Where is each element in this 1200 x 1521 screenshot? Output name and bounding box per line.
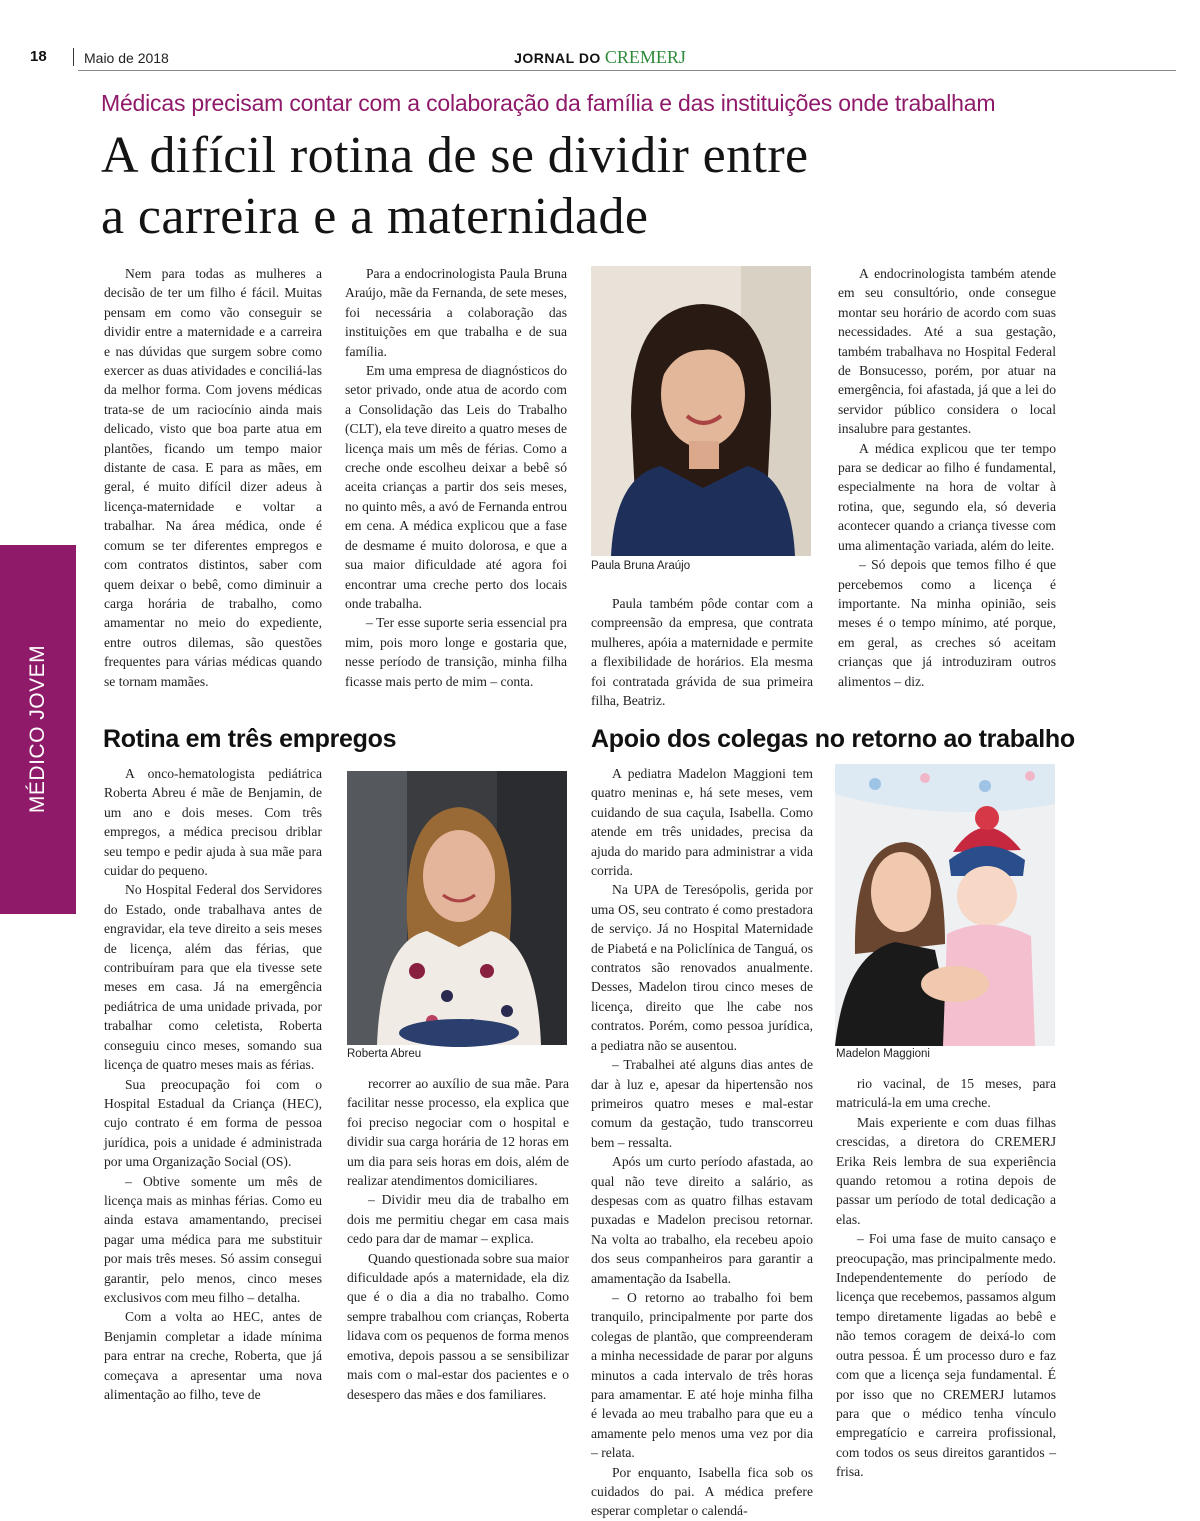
issue-date: Maio de 2018 xyxy=(84,50,169,66)
section-heading-three-jobs: Rotina em três empregos xyxy=(103,725,397,753)
section2-column-1 xyxy=(591,764,813,1521)
paragraph: A médica explicou que ter tempo para se dedicar ao filho é fundamental, especialmente na hora de voltar à rotina, que, segundo ela, só deveria acontecer quando a criança tivesse com uma alimentação variada, além do leite. xyxy=(838,440,1056,553)
paragraph: – Dividir meu dia de trabalho em dois me permitiu chegar em casa mais cedo para dar de mamar – explica. xyxy=(347,1192,569,1247)
header-rule xyxy=(78,70,1176,71)
photo-paula-bruna-araujo xyxy=(591,266,811,556)
article-kicker: Médicas precisam contar com a colaboração da família e das instituições onde trabalham xyxy=(101,90,996,116)
section-heading-colleagues-support: Apoio dos colegas no retorno ao trabalho xyxy=(591,725,1075,753)
paragraph: recorrer ao auxílio de sua mãe. Para facilitar nesse processo, ela explica que foi preciso negociar com o hospital e dividir sua carga horária de 12 horas em um dia para seis horas em dois, além de realizar atendimentos domiciliares. xyxy=(347,1076,569,1189)
paragraph: – Trabalhei até alguns dias antes de dar à luz e, apesar da hipertensão nos primeiros quatro meses e mal-estar comum da gestação, tudo transcorreu bem – ressalta. xyxy=(591,1057,813,1150)
portrait-image xyxy=(591,266,811,556)
intro-column-4 xyxy=(838,264,1056,691)
paragraph: Quando questionada sobre sua maior dificuldade após a maternidade, ela diz que é o dia a dia no trabalho. Como sempre trabalhou com crianças, Roberta lidava com os pequenos de forma menos emotiva, depois passou a se sensibilizar mais com o mal-estar dos pacientes e o desespero das mães e dos familiares. xyxy=(347,1250,569,1402)
photo-roberta-abreu xyxy=(347,771,567,1045)
paragraph: Com a volta ao HEC, antes de Benjamin completar a idade mínima para entrar na creche, Roberta, que já começava a apresentar uma nova alimentação ao filho, teve de xyxy=(104,1309,322,1402)
intro-column-1 xyxy=(104,264,322,691)
paragraph: Após um curto período afastada, ao qual não teve direito a salário, as despesas com as quatro filhas estavam puxadas e Madelon precisou retornar. Na volta ao trabalho, ela recebeu apoio dos seus companheiros para garantir a amamentação da Isabella. xyxy=(591,1154,813,1286)
paragraph: rio vacinal, de 15 meses, para matriculá-la em uma creche. xyxy=(836,1076,1056,1111)
paragraph: Por enquanto, Isabella fica sob os cuidados do pai. A médica prefere esperar completar o calendá- xyxy=(591,1464,813,1519)
paragraph: Sua preocupação foi com o Hospital Estadual da Criança (HEC), cujo contrato é em forma de pessoa jurídica, pois a unidade é administrada por uma Organização Social (OS). xyxy=(104,1076,322,1170)
article-headline xyxy=(101,125,1181,247)
paragraph: – Só depois que temos filho é que percebemos como a licença é importante. Na minha opinião, seis meses é o tempo mínimo, até porque, em geral, as creches só aceitam crianças que já introduziram outros alimentos – diz. xyxy=(838,557,1056,689)
masthead-prefix: JORNAL DO xyxy=(514,50,601,66)
section2-column-2 xyxy=(836,1074,1056,1482)
paragraph: Para a endocrinologista Paula Bruna Araújo, mãe da Fernanda, de sete meses, foi necessária a colaboração das instituições em que trabalha e de sua família. xyxy=(345,266,567,359)
paragraph: A onco-hematologista pediátrica Roberta Abreu é mãe de Benjamin, de um ano e dois meses. Com três empregos, a médica precisou driblar seu tempo e pedir ajuda à sua mãe para cuidar do pequeno. xyxy=(104,766,322,879)
masthead xyxy=(0,47,1200,68)
paragraph: – Obtive somente um mês de licença mais as minhas férias. Como eu ainda estava amamentando, precisei pagar uma médica para me substituir por mais três meses. Só assim consegui garantir, pelo menos, cinco meses exclusivos com meu filho – detalha. xyxy=(104,1173,322,1305)
intro-column-3 xyxy=(591,594,813,710)
section-label: MÉDICO JOVEM xyxy=(26,644,49,814)
photo-madelon-maggioni xyxy=(835,764,1055,1046)
paragraph: – Foi uma fase de muito cansaço e preocupação, mas principalmente medo. Independentemente do período de licença que recebemos, passamos algum tempo diretamente ligadas ao bebê e não temos coragem de deixá-lo com outra pessoa. É um processo duro e faz com que a licença seja fundamental. É por isso que no CREMERJ lutamos para que o médico tenha vínculo empregatício e carreira profissional, com todos os seus direitos garantidos – frisa. xyxy=(836,1231,1056,1480)
photo-caption-roberta: Roberta Abreu xyxy=(347,1048,422,1060)
paragraph: Paula também pôde contar com a compreensão da empresa, que contrata mulheres, apóia a maternidade e permite a flexibilidade de horários. Ela mesma foi contratada grávida de sua primeira filha, Beatriz. xyxy=(591,596,813,709)
paragraph: – O retorno ao trabalho foi bem tranquilo, principalmente por parte dos colegas de plantão, que compreenderam a minha necessidade de parar por alguns minutos a cada intervalo de três horas para amamentar. E até hoje minha filha é levada ao meu trabalho para que eu a amamente pelo menos uma vez por dia – relata. xyxy=(591,1289,813,1461)
headline-line-1: A difícil rotina de se dividir entre xyxy=(101,127,809,184)
page-header xyxy=(0,46,1200,70)
portrait-image xyxy=(835,764,1055,1046)
paragraph: A pediatra Madelon Maggioni tem quatro meninas e, há sete meses, vem cuidando de sua caçula, Isabella. Como atende em três unidades, precisa da ajuda do marido para administrar a vida corrida. xyxy=(591,766,813,879)
paragraph: Mais experiente e com duas filhas crescidas, a diretora do CREMERJ Erika Reis lembra de sua experiência quando retomou a rotina depois de passar um período de total dedicação a elas. xyxy=(836,1114,1056,1227)
photo-caption-paula: Paula Bruna Araújo xyxy=(591,560,691,572)
intro-column-2 xyxy=(345,264,567,691)
masthead-brand: CREMERJ xyxy=(604,47,686,67)
page-number: 18 xyxy=(30,48,47,65)
section1-column-1 xyxy=(104,764,322,1404)
photo-caption-madelon: Madelon Maggioni xyxy=(836,1048,930,1060)
section1-column-2 xyxy=(347,1074,569,1404)
paragraph: No Hospital Federal dos Servidores do Estado, onde trabalhava antes de engravidar, ela teve direito a seis meses de licença, além das férias, que contribuíram para que ela tivesse sete meses em casa. Já na emergência pediátrica de uma unidade privada, por trabalhar como celetista, Roberta conseguiu cinco meses, somando sua licença de quatro meses mais as férias. xyxy=(104,882,322,1073)
portrait-image xyxy=(347,771,567,1045)
paragraph: Em uma empresa de diagnósticos do setor privado, onde atua de acordo com a Consolidação das Leis do Trabalho (CLT), ela teve direito a quatro meses de licença mais um mês de férias. Como a creche onde escolheu deixar a bebê só aceita crianças a partir dos seis meses, no quinto mês, a avó de Fernanda entrou em cena. A médica explicou que a fase de desmame é muito dolorosa, e que a sua maior dificuldade até agora foi encontrar uma creche perto dos locais onde trabalha. xyxy=(345,363,567,611)
paragraph: Nem para todas as mulheres a decisão de ter um filho é fácil. Muitas pensam em como vão conseguir se dividir entre a maternidade e a carreira e nas dúvidas que surgem sobre como exercer as duas atividades e conciliá-las da melhor forma. Com jovens médicas trata-se de um raciocínio ainda mais delicado, visto que boa parte atua em plantões, ficando um tempo maior distante de casa. E para as mães, em geral, é muito difícil dizer adeus à licença-maternidade e voltar a trabalhar. Na área médica, onde é comum se ter diferentes empregos e com contratos distintos, saber com quem deixar o bebê, como diminuir a carga horária de trabalho, como amamentar no meio do expediente, entre outros dilemas, são questões frequentes para várias médicas quando se tornam mamães. xyxy=(104,266,322,689)
headline-line-2: a carreira e a maternidade xyxy=(101,188,649,245)
paragraph: A endocrinologista também atende em seu consultório, onde consegue montar seu horário de acordo com suas necessidades. Até a sua gestação, também trabalhava no Hospital Federal de Bonsucesso, porém, por atuar na emergência, foi afastada, já que a lei do servidor público considera o local insalubre para gestantes. xyxy=(838,266,1056,437)
paragraph: Na UPA de Teresópolis, gerida por uma OS, seu contrato é como prestadora de serviço. Já no Hospital Maternidade de Piabetá e na Policlínica de Tanguá, os contratos são renovados anualmente. Desses, Madelon tirou cinco meses de licença, direito que lhe cabe nos contratos. Porém, como pessoa jurídica, a pediatra não se ausentou. xyxy=(591,882,813,1053)
paragraph: – Ter esse suporte seria essencial pra mim, pois moro longe e gostaria que, nesse período de transição, minha filha ficasse mais perto de mim – conta. xyxy=(345,615,567,689)
